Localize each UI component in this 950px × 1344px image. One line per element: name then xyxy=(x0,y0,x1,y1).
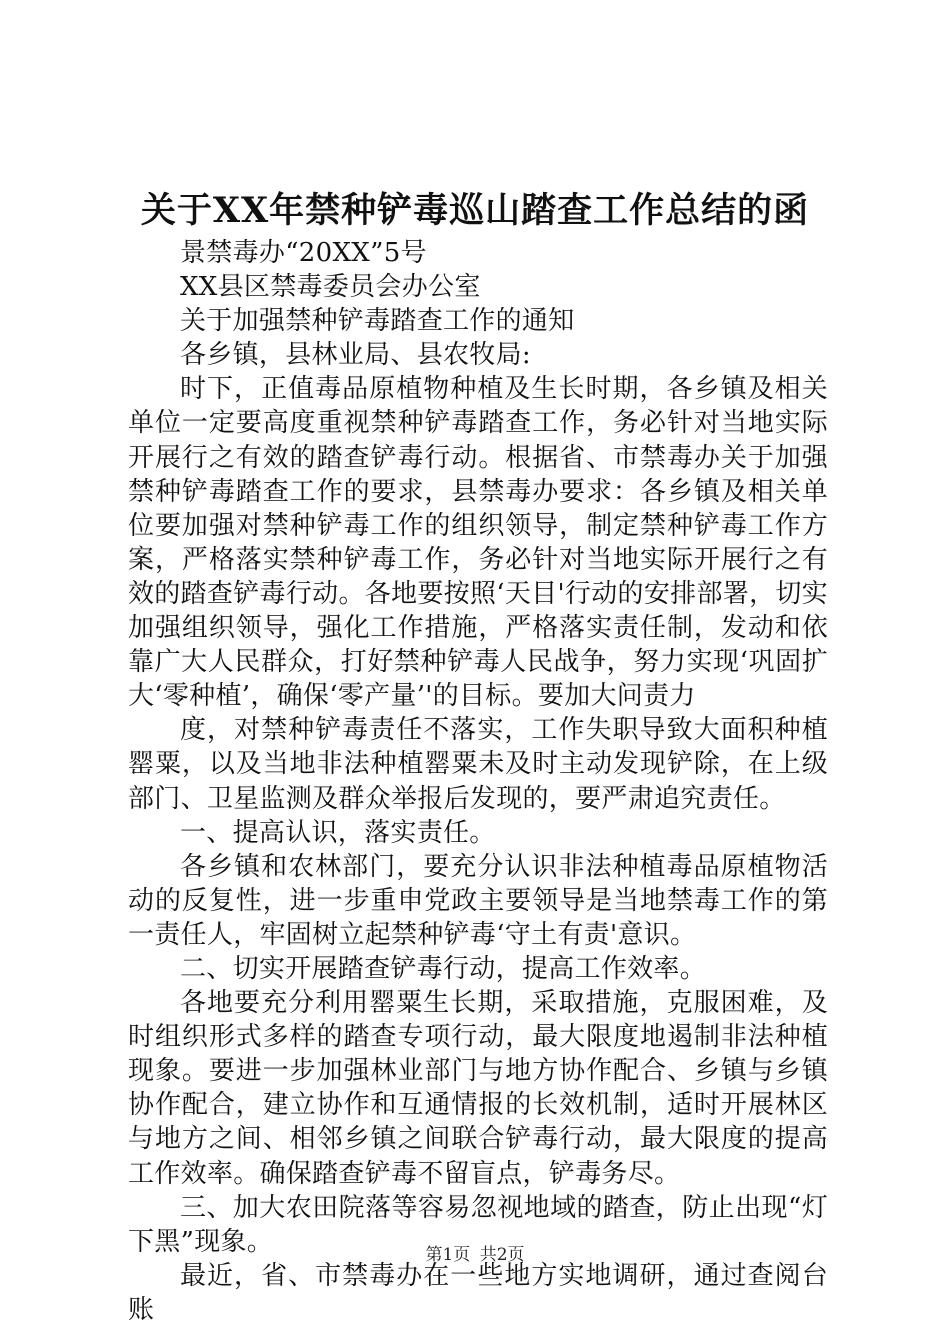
page-footer xyxy=(0,1244,950,1266)
recipients-line: 各乡镇，县林业局、县农牧局: xyxy=(180,340,531,371)
body-paragraph: 各乡镇和农林部门，要充分认识非法种植毒品原植物活动的反复性，进一步重申党政主要领导是当地禁毒工作的第一责任人，牢固树立起禁种铲毒‘守土有责'意识。 xyxy=(128,851,828,950)
document-title: 关于XX年禁种铲毒巡山踏查工作总结的函 xyxy=(140,190,810,231)
body-paragraph: 最近，省、市禁毒办在一些地方实地调研，通过查阅台账 xyxy=(128,1260,828,1325)
page-total: 共2页 xyxy=(479,1245,525,1265)
page-number: 第1页 xyxy=(425,1245,471,1265)
body-paragraph: 度，对禁种铲毒责任不落实，工作失职导致大面积种植罂粟，以及当地非法种植罂粟未及时主动发现铲除，在上级部门、卫星监测及群众举报后发现的，要严肃追究责任。 xyxy=(128,715,828,814)
issuing-office: XX县区禁毒委员会办公室 xyxy=(180,272,481,303)
body-paragraph: 各地要充分利用罂粟生长期，采取措施，克服困难，及时组织形式多样的踏查专项行动，最大限度地遏制非法种植现象。要进一步加强林业部门与地方协作配合、乡镇与乡镇协作配合，建立协作和互通情报的长效机制，适时开展林区与地方之间、相邻乡镇之间联合铲毒行动，最大限度的提高工作效率。确保踏查铲毒不留盲点，铲毒务尽。 xyxy=(128,988,828,1189)
body-paragraph: 时下，正值毒品原植物种植及生长时期，各乡镇及相关单位一定要高度重视禁种铲毒踏查工作，务必针对当地实际开展行之有效的踏查铲毒行动。根据省、市禁毒办关于加强禁种铲毒踏查工作的要求，县禁毒办要求：各乡镇及相关单位要加强对禁种铲毒工作的组织领导，制定禁种铲毒工作方案，严格落实禁种铲毒工作，务必针对当地实际开展行之有效的踏查铲毒行动。各地要按照‘天目'行动的安排部署，切实加强组织领导，强化工作措施，严格落实责任制，发动和依靠广大人民群众，打好禁种铲毒人民战争，努力实现‘巩固扩大‘零种植’，确保‘零产量’'的目标。要加大问责力 xyxy=(128,374,828,712)
section-heading: 二、切实开展踏查铲毒行动，提高工作效率。 xyxy=(180,953,707,984)
notice-title: 关于加强禁种铲毒踏查工作的通知 xyxy=(180,306,575,337)
document-body xyxy=(128,236,828,1327)
section-heading: 三、加大农田院落等容易忽视地域的踏查，防止出现“灯下黑”现象。 xyxy=(128,1192,828,1257)
doc-number: 景禁毒办“20XX”5号 xyxy=(180,238,427,268)
section-heading: 一、提高认识，落实责任。 xyxy=(180,817,496,848)
